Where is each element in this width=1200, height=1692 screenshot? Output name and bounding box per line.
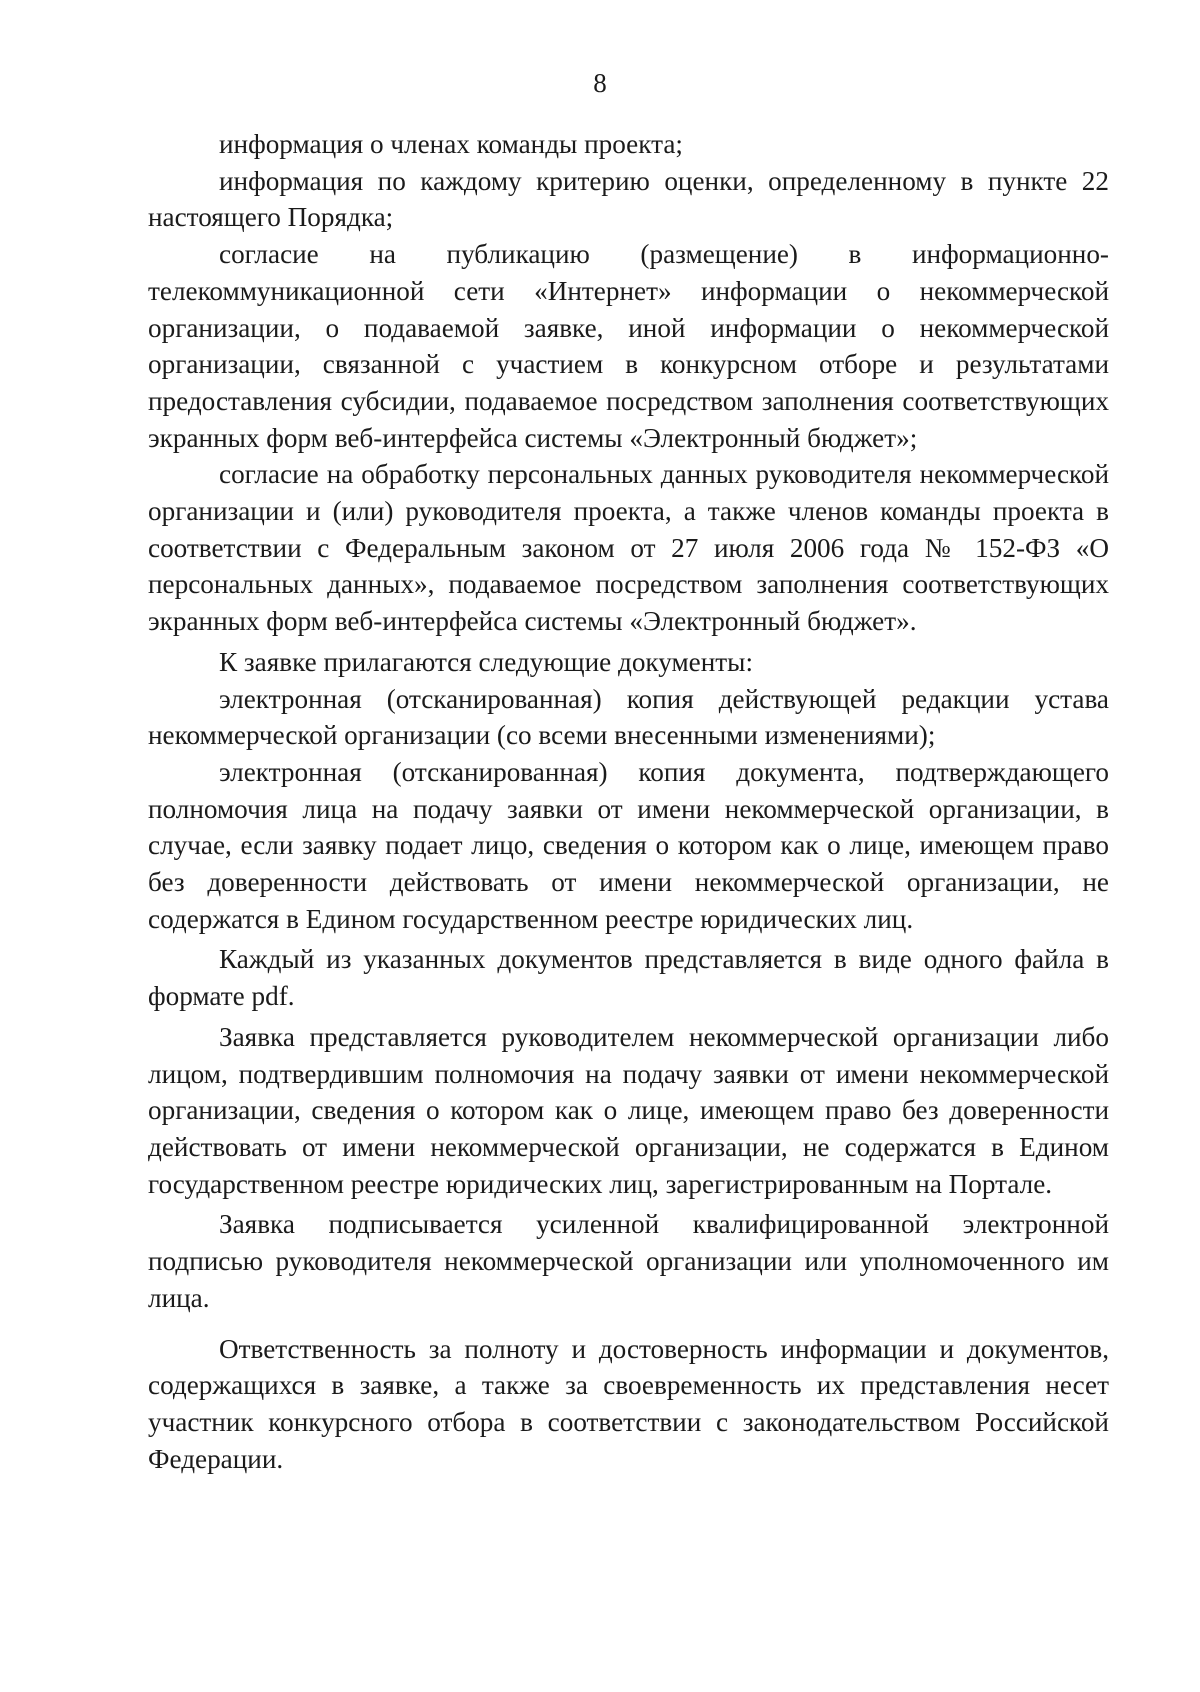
paragraph-file-format: Каждый из указанных документов представляется в виде одного файла в формате pdf.	[148, 944, 1109, 1012]
paragraph-team-info: информация о членах команды проекта;	[219, 129, 683, 159]
paragraph-charter-copy: электронная (отсканированная) копия действующей редакции устава некоммерческой организации (со всеми внесенными изменениями);	[148, 683, 1109, 751]
paragraph-responsibility: Ответственность за полноту и достоверность информации и документов, содержащихся в заявке, а также за своевременность их представления несет участник конкурсного отбора в соответствии с законодательством Российской Федерации.	[148, 1333, 1109, 1474]
page-number: 8	[593, 68, 607, 98]
paragraph-personal-data-consent: согласие на обработку персональных данных руководителя некоммерческой организации и (или) руководителя проекта, а также членов команды проекта в соответствии с Федеральным законом от 27 июля 2006 года № 152-ФЗ «О персональных данных», подаваемое посредством заполнения соответствующих экранных форм веб-интерфейса системы «Электронный бюджет».	[148, 459, 1109, 637]
paragraph-criteria-info: информация по каждому критерию оценки, определенному в пункте 22 настоящего Порядка;	[148, 165, 1109, 233]
paragraph-authority-copy: электронная (отсканированная) копия документа, подтверждающего полномочия лица на подачу заявки от имени некоммерческой организации, в случае, если заявку подает лицо, сведения о котором как о лице, имеющем право без доверенности действовать от имени некоммерческой организации, не содержатся в Едином государственном реестре юридических лиц.	[148, 756, 1109, 934]
document-body	[148, 126, 1109, 1477]
paragraph-publication-consent: согласие на публикацию (размещение) в информационно-телекоммуникационной сети «Интернет» информации о некоммерческой организации, о подаваемой заявке, иной информации о некоммерческой организации, связанной с участием в конкурсном отборе и результатами предоставления субсидии, подаваемое посредством заполнения соответствующих экранных форм веб-интерфейса системы «Электронный бюджет»;	[148, 239, 1109, 453]
paragraph-attached-documents: К заявке прилагаются следующие документы:	[219, 646, 753, 677]
paragraph-signature: Заявка подписывается усиленной квалифицированной электронной подписью руководителя некоммерческой организации или уполномоченного им лица.	[148, 1209, 1109, 1313]
paragraph-application-submission: Заявка представляется руководителем некоммерческой организации либо лицом, подтвердившим полномочия на подачу заявки от имени некоммерческой организации, сведения о котором как о лице, имеющем право без доверенности действовать от имени некоммерческой организации, не содержатся в Едином государственном реестре юридических лиц, зарегистрированным на Портале.	[148, 1021, 1109, 1199]
